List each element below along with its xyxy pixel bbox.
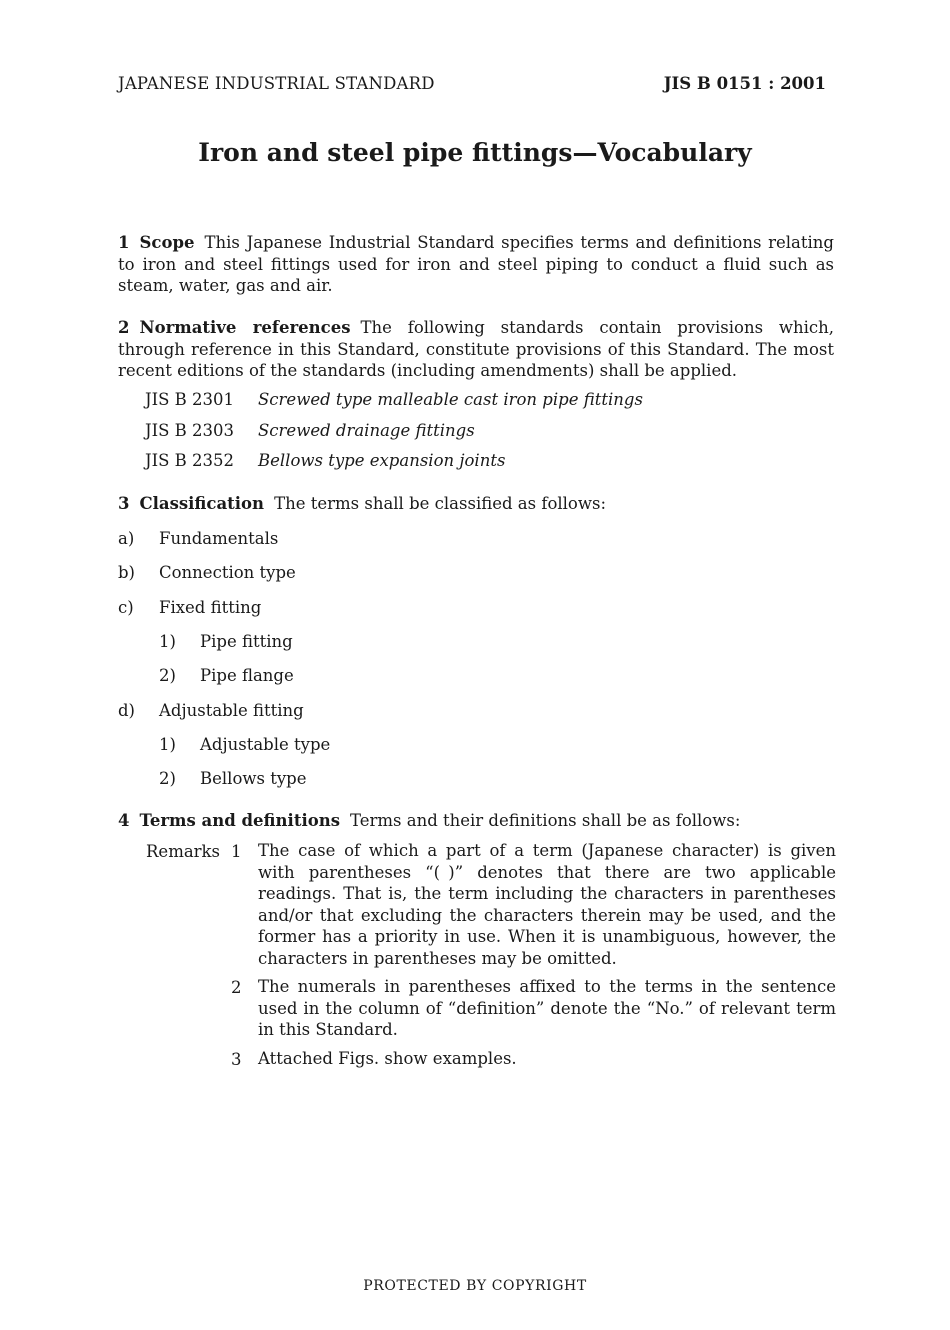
remark-number: 2 (231, 978, 242, 997)
item-label: 2) (159, 769, 176, 788)
item-text: Adjustable fitting (159, 701, 304, 720)
section-normative-references (118, 317, 834, 382)
item-text: Fundamentals (159, 529, 279, 548)
remark-text: Attached Figs. show examples. (258, 1049, 517, 1068)
item-label: 1) (159, 632, 176, 651)
remarks-label: Remarks (146, 842, 221, 861)
reference-item (145, 389, 643, 411)
reference-title: Screwed type malleable cast iron pipe fittings (258, 390, 643, 409)
reference-title: Bellows type expansion joints (258, 451, 506, 470)
section-heading: Normative references (139, 318, 351, 337)
item-text: Fixed fitting (159, 598, 262, 617)
reference-code: JIS B 2303 (145, 421, 235, 440)
header-standard-type: JAPANESE INDUSTRIAL STANDARD (118, 74, 435, 93)
item-text: Pipe fitting (200, 632, 293, 651)
section-classification (118, 493, 834, 515)
item-label: c) (118, 598, 134, 617)
classification-subitem (159, 631, 293, 653)
section-text: The terms shall be classified as follows: (274, 494, 607, 513)
remark-text: The case of which a part of a term (Japanese character) is given with parentheses “( )” denotes that there are two applicable readings. That is, the term including the characters in parentheses and/or that excluding the characters therein may be used, and the former has a priority in use. When it is unambiguous, however, the characters in parentheses may be omitted. (258, 841, 836, 968)
section-heading: Scope (139, 233, 195, 252)
header-standard-number: JIS B 0151 : 2001 (663, 74, 826, 93)
item-label: a) (118, 529, 135, 548)
item-label: b) (118, 563, 135, 582)
classification-item (118, 700, 304, 722)
section-scope (118, 232, 834, 297)
section-number: 2 (118, 318, 130, 337)
item-label: d) (118, 701, 135, 720)
reference-item (145, 450, 505, 472)
item-text: Bellows type (200, 769, 307, 788)
classification-subitem (159, 768, 307, 790)
section-text: Terms and their definitions shall be as follows: (350, 811, 741, 830)
remark-number: 3 (231, 1050, 242, 1069)
reference-code: JIS B 2301 (145, 390, 235, 409)
section-terms-definitions (118, 810, 834, 832)
classification-item (118, 597, 261, 619)
section-text: The following standards contain provisions which, through reference in this Standard, constitute provisions of this Standard. The most recent editions of the standards (including amendments) shall be applied. (118, 318, 835, 380)
classification-item (118, 562, 296, 584)
classification-subitem (159, 734, 330, 756)
reference-title: Screwed drainage fittings (258, 421, 475, 440)
remark-number: 1 (231, 842, 242, 861)
classification-item (118, 528, 278, 550)
section-number: 4 (118, 811, 130, 830)
section-number: 1 (118, 233, 130, 252)
remark-text: The numerals in parentheses affixed to the terms in the sentence used in the column of “definition” denote the “No.” of relevant term in this Standard. (258, 977, 836, 1039)
item-text: Adjustable type (200, 735, 331, 754)
section-text: This Japanese Industrial Standard specifies terms and definitions relating to iron and steel fittings used for iron and steel piping to conduct a fluid such as steam, water, gas and air. (118, 233, 834, 295)
section-number: 3 (118, 494, 130, 513)
reference-code: JIS B 2352 (145, 451, 235, 470)
item-text: Pipe flange (200, 666, 294, 685)
section-heading: Terms and definitions (139, 811, 340, 830)
classification-subitem (159, 665, 294, 687)
item-label: 1) (159, 735, 176, 754)
document-title: Iron and steel pipe fittings—Vocabulary (198, 138, 752, 167)
item-label: 2) (159, 666, 176, 685)
item-text: Connection type (159, 563, 296, 582)
section-heading: Classification (139, 494, 265, 513)
reference-item (145, 420, 475, 442)
copyright-footer: PROTECTED BY COPYRIGHT (363, 1278, 587, 1294)
